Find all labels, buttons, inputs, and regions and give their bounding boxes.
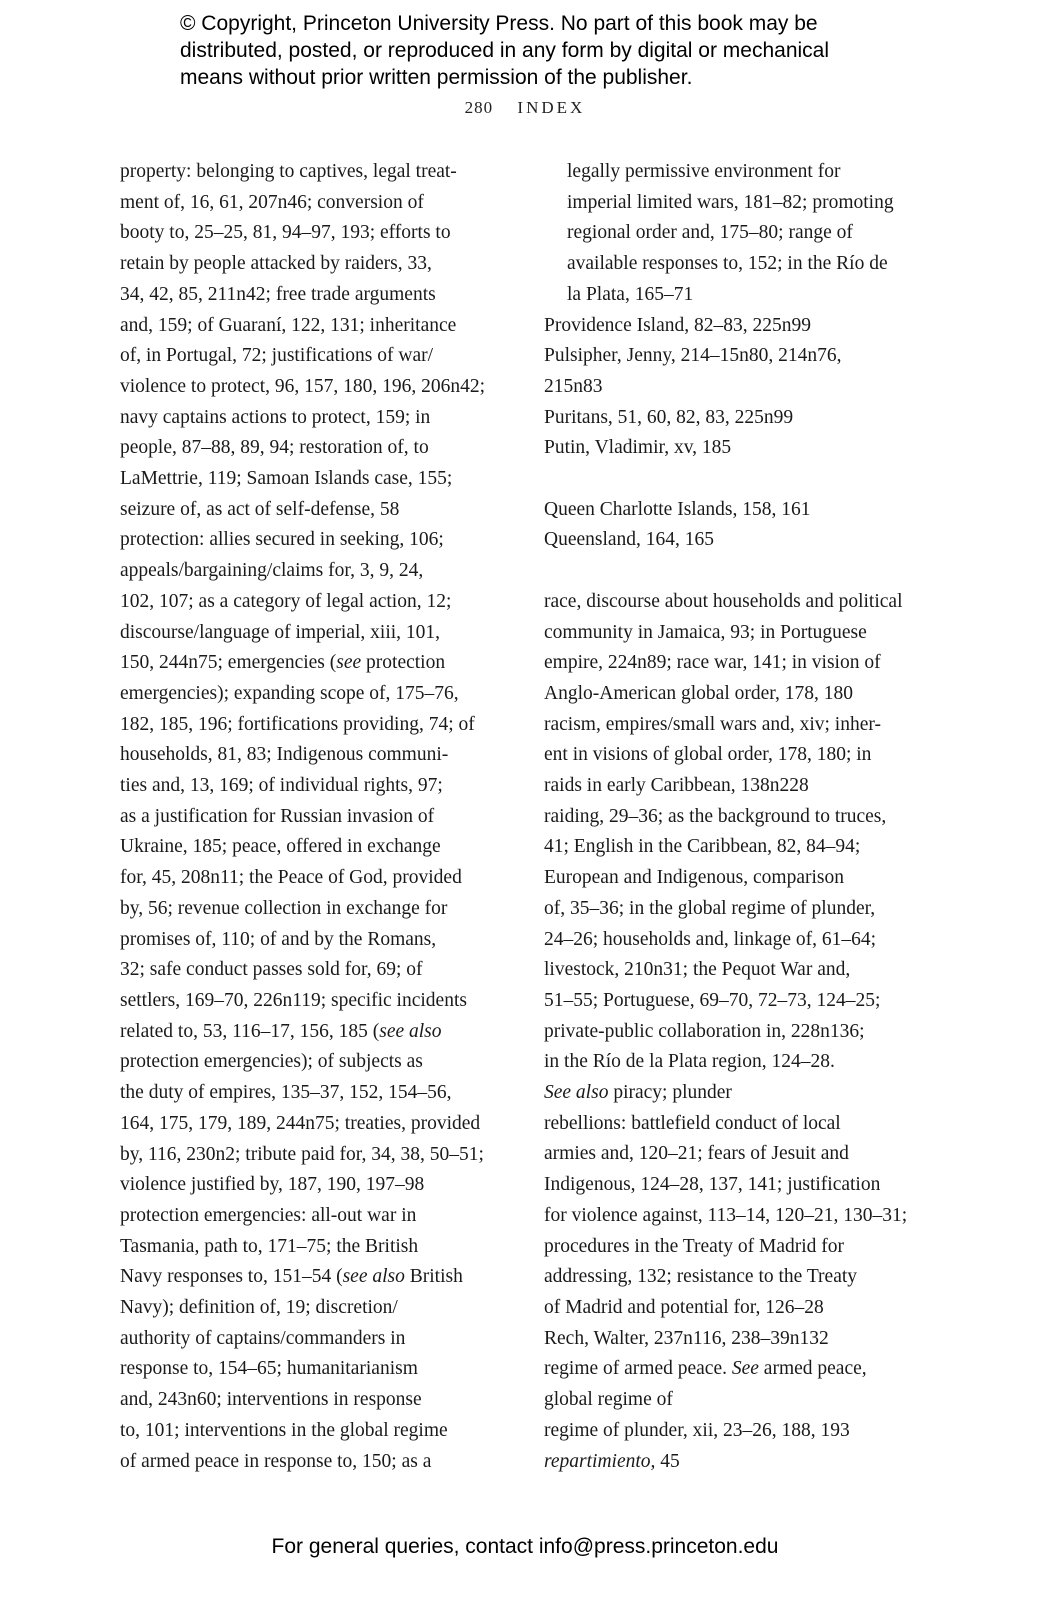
running-head	[0, 98, 1050, 118]
entry-line: Pulsipher, Jenny, 214–15n80, 214n76,	[544, 345, 842, 367]
entry-line	[120, 1017, 498, 1048]
index-entry-queen-charlotte	[544, 495, 928, 526]
entry-line: 102, 107; as a category of legal action, 12;	[120, 590, 452, 612]
entry-line: violence to protect, 96, 157, 180, 196, 206n42;	[120, 375, 486, 397]
entry-line	[544, 1447, 928, 1478]
entry-line: protection: allies secured in seeking, 106;	[120, 529, 444, 551]
entry-line: LaMettrie, 119; Samoan Islands case, 155;	[120, 468, 453, 490]
entry-line: legally permissive environment for	[567, 161, 841, 182]
entry-line: livestock, 210n31; the Pequot War and,	[544, 959, 851, 981]
entry-line	[544, 1354, 928, 1385]
entry-line: emergencies); expanding scope of, 175–76,	[120, 682, 459, 704]
entry-line: regime of plunder, xii, 23–26, 188, 193	[544, 1419, 850, 1441]
entry-line: Anglo-American global order, 178, 180	[544, 682, 853, 704]
entry-term: repartimiento,	[544, 1450, 656, 1472]
entry-line: community in Jamaica, 93; in Portuguese	[544, 621, 867, 643]
index-entry-queensland	[544, 525, 928, 556]
entry-line: available responses to, 152; in the Río de	[567, 253, 888, 275]
entry-line: booty to, 25–25, 81, 94–97, 193; efforts to	[120, 222, 451, 244]
entry-line: appeals/bargaining/claims for, 3, 9, 24,	[120, 560, 424, 582]
entry-line: promises of, 110; of and by the Romans,	[120, 928, 437, 950]
index-entry-rech	[544, 1324, 928, 1355]
index-entry-puritans	[544, 403, 928, 434]
entry-line: of, 35–36; in the global regime of plunder,	[544, 897, 876, 919]
entry-line: ment of, 16, 61, 207n46; conversion of	[120, 191, 424, 213]
entry-line: ent in visions of global order, 178, 180; in	[544, 744, 872, 766]
index-entry-regime-armed-peace	[544, 1354, 928, 1415]
entry-line	[120, 648, 498, 679]
entry-line: for, 45, 208n11; the Peace of God, provided	[120, 867, 462, 889]
entry-line: Ukraine, 185; peace, offered in exchange	[120, 836, 441, 858]
entry-line: Navy); definition of, 19; discretion/	[120, 1297, 398, 1319]
index-entry-race	[544, 587, 928, 710]
entry-line: and, 159; of Guaraní, 122, 131; inheritance	[120, 314, 457, 336]
entry-line: racism, empires/small wars and, xiv; inher-	[544, 713, 881, 735]
entry-line: race, discourse about households and political	[544, 590, 903, 612]
entry-line: 32; safe conduct passes sold for, 69; of	[120, 959, 423, 981]
entry-line: for violence against, 113–14, 120–21, 130–31;	[544, 1204, 908, 1226]
index-entry-protection	[120, 525, 498, 1200]
index-entry-protection-emergencies	[120, 1201, 498, 1477]
entry-line: 51–55; Portuguese, 69–70, 72–73, 124–25;	[544, 989, 881, 1011]
entry-line: Queen Charlotte Islands, 158, 161	[544, 498, 811, 520]
entry-line: of armed peace in response to, 150; as a	[120, 1450, 432, 1472]
entry-line: response to, 154–65; humanitarianism	[120, 1358, 418, 1380]
entry-line: 24–26; households and, linkage of, 61–64;	[544, 928, 877, 950]
entry-text: armed peace,	[758, 1358, 867, 1380]
entry-line: protection emergencies); of subjects as	[120, 1051, 423, 1073]
notice-line: distributed, posted, or reproduced in any form by digital or mechanical	[180, 39, 830, 62]
see-also-reference: see also	[342, 1266, 405, 1288]
entry-line: of Madrid and potential for, 126–28	[544, 1296, 824, 1318]
entry-line: of, in Portugal, 72; justifications of war/	[120, 345, 434, 367]
entry-line: the duty of empires, 135–37, 152, 154–56,	[120, 1082, 452, 1104]
index-entry-continued	[544, 157, 928, 311]
notice-line: © Copyright, Princeton University Press. No part of this book may be	[180, 12, 818, 35]
entry-line	[544, 1078, 928, 1109]
see-also-reference: see also	[379, 1020, 442, 1042]
entry-line: raids in early Caribbean, 138n228	[544, 775, 809, 797]
entry-line: 215n83	[544, 375, 603, 397]
entry-text: regime of armed peace.	[544, 1358, 732, 1380]
entry-line	[120, 1262, 498, 1293]
letter-group-gap	[544, 556, 928, 587]
entry-line: households, 81, 83; Indigenous communi-	[120, 744, 449, 766]
entry-line: Puritans, 51, 60, 82, 83, 225n99	[544, 406, 794, 428]
entry-line: rebellions: battlefield conduct of local	[544, 1112, 841, 1134]
entry-line: authority of captains/commanders in	[120, 1327, 406, 1349]
entry-line: empire, 224n89; race war, 141; in vision of	[544, 652, 881, 674]
entry-text: 45	[655, 1450, 680, 1472]
entry-line: regional order and, 175–80; range of	[567, 222, 853, 244]
entry-line: people, 87–88, 89, 94; restoration of, to	[120, 437, 429, 459]
entry-line: Rech, Walter, 237n116, 238–39n132	[544, 1327, 829, 1349]
entry-line: in the Río de la Plata region, 124–28.	[544, 1051, 835, 1073]
entry-line: Providence Island, 82–83, 225n99	[544, 314, 812, 336]
index-entry-racism	[544, 710, 928, 802]
entry-line: imperial limited wars, 181–82; promoting	[567, 191, 894, 213]
entry-line: protection emergencies: all-out war in	[120, 1204, 417, 1226]
entry-text: protection	[361, 652, 446, 674]
entry-text: Navy responses to, 151–54 (	[120, 1266, 343, 1288]
index-column-left	[120, 157, 498, 1477]
letter-group-gap	[544, 464, 928, 495]
footer-contact: For general queries, contact info@press.princeton.edu	[271, 1535, 779, 1558]
index-entry-property	[120, 157, 498, 525]
index-entry-rebellions	[544, 1109, 928, 1324]
index-entry-repartimiento	[544, 1447, 928, 1478]
entry-line: 182, 185, 196; fortifications providing, 74; of	[120, 713, 475, 735]
index-entry-regime-plunder	[544, 1416, 928, 1447]
index-entry-pulsipher	[544, 341, 928, 402]
entry-text: related to, 53, 116–17, 156, 185 (	[120, 1020, 380, 1042]
notice-line: means without prior written permission of the publisher.	[180, 66, 693, 89]
entry-line: 164, 175, 179, 189, 244n75; treaties, provided	[120, 1112, 481, 1134]
entry-line: discourse/language of imperial, xiii, 101,	[120, 621, 441, 643]
page-number: 280	[464, 98, 494, 117]
see-reference: see	[336, 652, 362, 674]
copyright-notice	[180, 10, 900, 91]
entry-line: armies and, 120–21; fears of Jesuit and	[544, 1143, 849, 1165]
entry-line: 41; English in the Caribbean, 82, 84–94;	[544, 836, 861, 858]
entry-line: la Plata, 165–71	[567, 283, 694, 305]
entry-text: piracy; plunder	[608, 1082, 732, 1104]
entry-line: private-public collaboration in, 228n136;	[544, 1020, 865, 1042]
entry-line: Queensland, 164, 165	[544, 529, 715, 551]
entry-line: Tasmania, path to, 171–75; the British	[120, 1235, 419, 1257]
entry-line: European and Indigenous, comparison	[544, 867, 845, 889]
entry-line: Indigenous, 124–28, 137, 141; justification	[544, 1174, 881, 1196]
entry-line: as a justification for Russian invasion of	[120, 805, 435, 827]
entry-line: seizure of, as act of self-defense, 58	[120, 498, 400, 520]
entry-line: Putin, Vladimir, xv, 185	[544, 437, 732, 459]
entry-line: to, 101; interventions in the global regime	[120, 1419, 448, 1441]
see-reference: See	[731, 1358, 759, 1380]
entry-line: ties and, 13, 169; of individual rights, 97;	[120, 775, 443, 797]
entry-line: settlers, 169–70, 226n119; specific incidents	[120, 989, 467, 1011]
section-title: INDEX	[517, 98, 586, 117]
entry-line: navy captains actions to protect, 159; in	[120, 406, 431, 428]
see-also-reference: See also	[544, 1082, 609, 1104]
index-entry-putin	[544, 433, 928, 464]
entry-line: by, 56; revenue collection in exchange for	[120, 897, 448, 919]
entry-line: raiding, 29–36; as the background to truces,	[544, 805, 887, 827]
entry-line: 34, 42, 85, 211n42; free trade arguments	[120, 283, 436, 305]
entry-text: British	[404, 1266, 463, 1288]
index-entry-raiding	[544, 802, 928, 1109]
entry-line: property: belonging to captives, legal treat-	[120, 161, 457, 182]
index-entry-providence-island	[544, 311, 928, 342]
entry-line: by, 116, 230n2; tribute paid for, 34, 38, 50–51;	[120, 1143, 484, 1165]
entry-line: addressing, 132; resistance to the Treaty	[544, 1266, 858, 1288]
entry-text: 150, 244n75; emergencies (	[120, 652, 337, 674]
entry-line: global regime of	[544, 1389, 673, 1411]
entry-line: violence justified by, 187, 190, 197–98	[120, 1174, 425, 1196]
index-column-right	[544, 157, 928, 1477]
entry-line: procedures in the Treaty of Madrid for	[544, 1235, 845, 1257]
entry-line: retain by people attacked by raiders, 33,	[120, 253, 432, 275]
entry-line: and, 243n60; interventions in response	[120, 1389, 422, 1411]
